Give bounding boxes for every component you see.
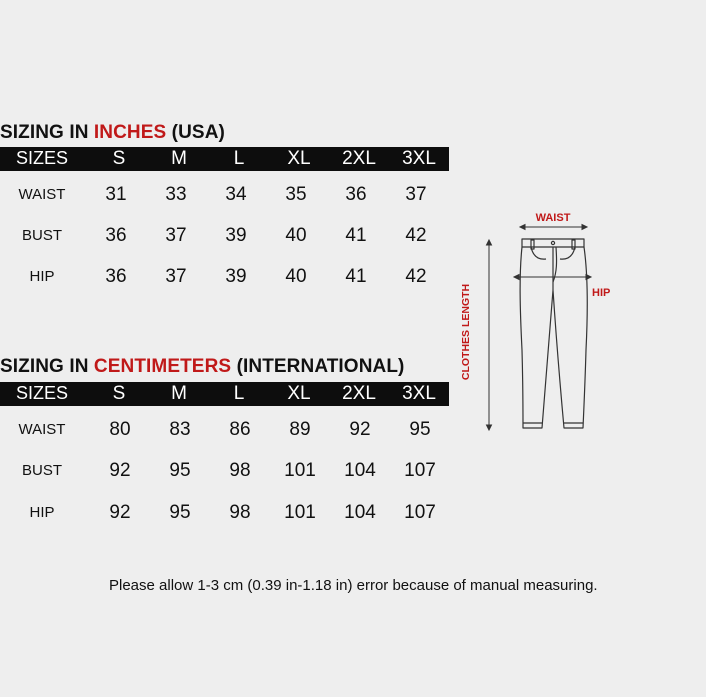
- pants-diagram: [455, 205, 615, 440]
- table-cell: 89: [289, 419, 311, 440]
- row-label: WAIST: [18, 186, 66, 203]
- pants-icon: [520, 239, 587, 428]
- table-cell: 33: [165, 184, 187, 205]
- inches-title-prefix: SIZING IN: [0, 122, 94, 143]
- table-cell: 40: [285, 225, 307, 246]
- table-cell: 35: [285, 184, 307, 205]
- cm-header-xl: XL: [287, 383, 311, 404]
- table-cell: 107: [404, 460, 436, 481]
- table-cell: 86: [229, 419, 251, 440]
- table-cell: 37: [165, 266, 187, 287]
- cm-row-hip: [0, 498, 449, 528]
- table-cell: 95: [169, 460, 191, 481]
- inches-header-3xl: 3XL: [402, 148, 436, 169]
- table-cell: 98: [229, 460, 251, 481]
- inches-row-waist: [0, 180, 449, 210]
- inches-header-sizes: SIZES: [15, 148, 68, 168]
- table-cell: 39: [225, 266, 247, 287]
- table-cell: 104: [344, 460, 376, 481]
- row-label: BUST: [21, 227, 62, 244]
- table-cell: 36: [105, 266, 127, 287]
- cm-header-s: S: [112, 383, 126, 404]
- measurement-note: Please allow 1-3 cm (0.39 in-1.18 in) error because of manual measuring.: [109, 577, 598, 594]
- inches-header-2xl: 2XL: [342, 148, 376, 169]
- table-cell: 95: [409, 419, 431, 440]
- table-cell: 98: [229, 502, 251, 523]
- table-cell: 41: [345, 266, 367, 287]
- table-cell: 92: [109, 502, 131, 523]
- hip-label: HIP: [592, 287, 611, 299]
- row-label: WAIST: [18, 421, 66, 438]
- inches-row-hip: [0, 262, 449, 292]
- table-cell: 37: [165, 225, 187, 246]
- table-cell: 92: [349, 419, 371, 440]
- cm-header-m: M: [171, 383, 187, 404]
- table-cell: 104: [344, 502, 376, 523]
- cm-header-l: L: [233, 383, 245, 404]
- table-cell: 36: [345, 184, 367, 205]
- cm-header-sizes: SIZES: [15, 383, 68, 403]
- cm-row-bust: [0, 456, 449, 486]
- cm-header-row: [0, 382, 449, 406]
- cm-header-3xl: 3XL: [402, 383, 436, 404]
- row-label: BUST: [21, 462, 62, 479]
- table-cell: 36: [105, 225, 127, 246]
- table-cell: 101: [284, 460, 316, 481]
- row-label: HIP: [29, 504, 55, 521]
- waist-label: WAIST: [535, 212, 571, 224]
- cm-header-2xl: 2XL: [342, 383, 376, 404]
- inches-table-title: [0, 122, 225, 144]
- table-cell: 41: [345, 225, 367, 246]
- inches-title-suffix: (USA): [166, 122, 225, 143]
- table-cell: 95: [169, 502, 191, 523]
- cm-title-prefix: SIZING IN: [0, 356, 94, 377]
- table-cell: 80: [109, 419, 131, 440]
- table-cell: 40: [285, 266, 307, 287]
- row-label: HIP: [29, 268, 55, 285]
- table-cell: 42: [405, 266, 427, 287]
- cm-row-waist: [0, 415, 449, 445]
- table-cell: 39: [225, 225, 247, 246]
- length-arrow: [487, 240, 492, 430]
- table-cell: 31: [105, 184, 127, 205]
- inches-header-xl: XL: [287, 148, 311, 169]
- table-cell: 101: [284, 502, 316, 523]
- cm-title-accent: CENTIMETERS: [93, 356, 232, 377]
- cm-title-suffix: (INTERNATIONAL): [231, 356, 405, 377]
- table-cell: 37: [405, 184, 427, 205]
- inches-header-l: L: [233, 148, 245, 169]
- inches-row-bust: [0, 221, 449, 251]
- inches-header-s: S: [112, 148, 126, 169]
- inches-header-m: M: [171, 148, 187, 169]
- table-cell: 107: [404, 502, 436, 523]
- table-cell: 42: [405, 225, 427, 246]
- inches-title-accent: INCHES: [93, 122, 167, 143]
- table-cell: 92: [109, 460, 131, 481]
- cm-table-title: [0, 356, 404, 378]
- length-label: CLOTHES LENGTH: [460, 283, 472, 381]
- waist-arrow: [520, 225, 587, 230]
- table-cell: 83: [169, 419, 191, 440]
- inches-header-row: [0, 147, 449, 171]
- table-cell: 34: [225, 184, 247, 205]
